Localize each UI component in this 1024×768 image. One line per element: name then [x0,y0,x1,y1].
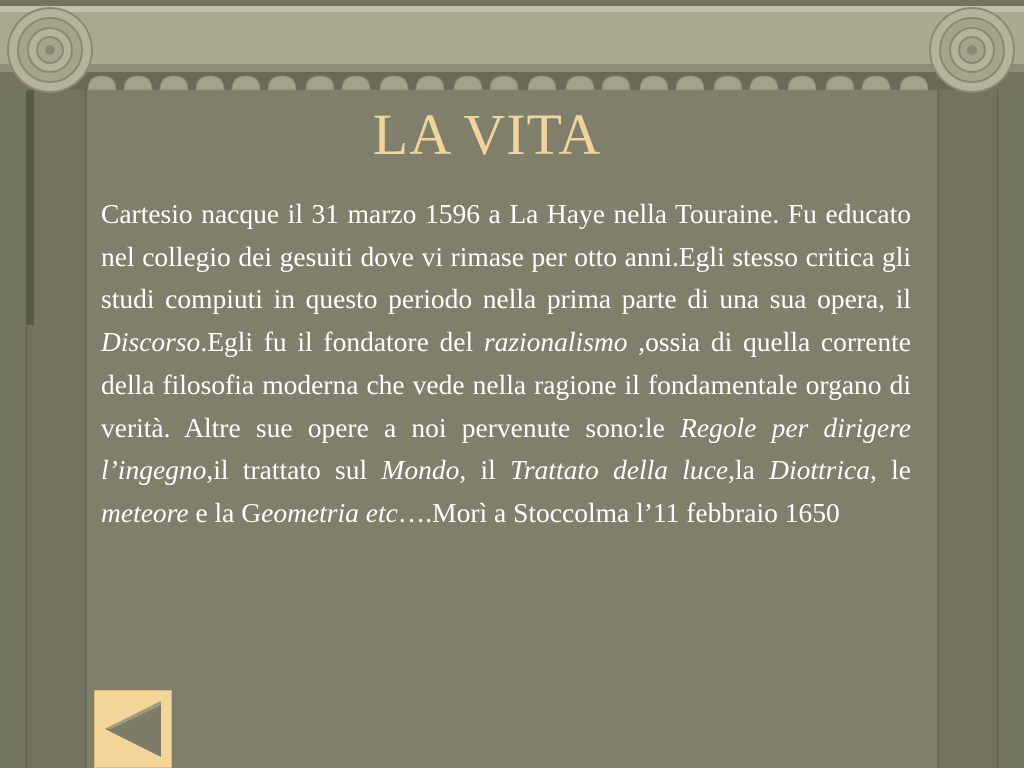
italic-title-discorso: Discorso [101,326,201,358]
text-segment: e la G [188,496,262,528]
text-segment: ….Morì a Stoccolma l’11 febbraio 1650 [397,496,840,528]
text-segment: ,il trattato sul [206,454,382,486]
panel-edge-left [84,90,87,768]
italic-title-meteore: meteore [101,496,189,528]
capital-dentils [88,76,928,90]
text-segment: Cartesio nacque il 31 marzo 1596 a La Haye nella Touraine. Fu educato nel collegio dei gesuiti dove vi rimase per otto anni.Egli stesso critica gli studi compiuti in questo periodo nella prima parte di una sua opera, il [101,198,911,315]
italic-title-diottrica: Diottrica [769,454,870,486]
panel-edge-right [937,90,940,768]
pillar-left [0,90,27,768]
italic-title-regole: Regole per dirigere l’ingegno [101,411,912,486]
text-segment: ,la [728,454,770,486]
text-segment: ,ossia di quella corrente della filosofia moderna che vede nella ragione il fondamentale organo di verità. Altre sue opere a noi pervenute sono:le [101,326,912,443]
right-volute [930,8,1014,92]
italic-title-mondo: Mondo [381,454,460,486]
text-segment: .Egli fu il fondatore del [200,326,484,358]
pillar-left-shadow [26,90,34,325]
triangle-left-icon [95,691,171,767]
column-capital-decoration [0,0,1024,100]
text-segment: , il [459,454,511,486]
italic-title-trattato-luce: Trattato della luce [510,454,729,486]
italic-term-razionalismo: razionalismo [483,326,628,358]
left-volute [8,8,92,92]
slide-title: LA VITA [372,102,602,167]
slide-paragraph [101,193,911,535]
capital-beam [0,6,1024,72]
pillar-right [997,90,1024,768]
back-button[interactable] [94,690,172,768]
italic-title-geometria: eometria etc [261,496,398,528]
text-segment: , le [869,454,911,486]
